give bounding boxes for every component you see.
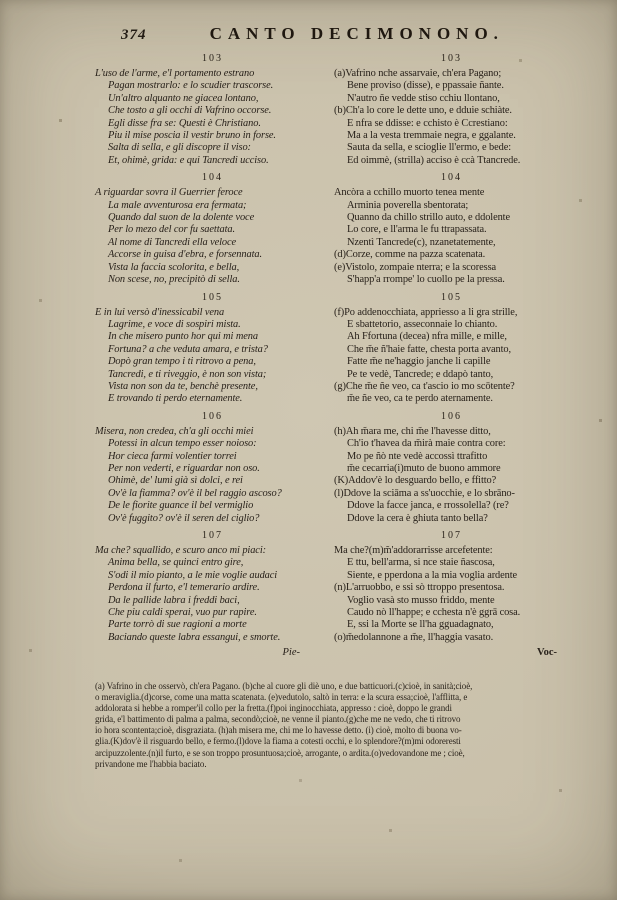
- verse-line: Che tosto a gli occhi di Vafrino occorse.: [108, 105, 272, 117]
- stanza-number: 105: [202, 291, 223, 303]
- verse-line: Parte torrò di sue ragioni a morte: [108, 619, 247, 631]
- verse-line: Anima bella, se quinci entro gire,: [108, 557, 244, 569]
- verse-line: Quando dal suon de la dolente voce: [108, 212, 255, 224]
- verse-line: Voglio vasà sto musso friddo, mente: [347, 594, 495, 606]
- verse-line: E trovando ti perdo eternamente.: [108, 393, 243, 405]
- verse-line: (h)Ah m̃ara me, chi m̃e l'havesse ditto,: [334, 425, 491, 437]
- verse-line: Hor cieca farmi volentier torrei: [108, 450, 237, 462]
- verse-line: Sauta da sella, e scioglie ll'ermo, e bede:: [347, 142, 512, 154]
- verse-line: L'uso de l'arme, e'l portamento estrano: [95, 68, 255, 79]
- footnote-line: io hora scontenta;cioè, disgraziata. (h)ah misera me, chi me lo havesse detto. (i) cioè, molto di buona vo-: [95, 725, 462, 736]
- neapolitan-column: [334, 48, 569, 659]
- verse-line: E ttu, bell'arma, si nce staie ñascosa,: [347, 557, 495, 569]
- stanza-number: 104: [202, 172, 223, 184]
- verse-line: Caudo nò ll'happe; e cchesta n'è ggrā cosa.: [347, 607, 521, 619]
- stanza: [334, 530, 569, 644]
- paper-specks: [0, 0, 1, 1]
- verse-line: Ddove la facce janca, e rrossolella? (re?: [347, 500, 509, 512]
- verse-line: A riguardar sovra il Guerrier feroce: [95, 187, 243, 199]
- verse-line: Fortuna? a che veduta amara, e trista?: [108, 343, 268, 355]
- verse-line: E sbattetorio, asseconnaie lo chianto.: [347, 318, 498, 330]
- verse-line: (e)Vistolo, zompaie nterra; e la scoressa: [334, 261, 497, 273]
- verse-line: Ohimè, de' lumi già sì dolci, e rei: [108, 475, 243, 487]
- verse-line: S'odi il mio pianto, a le mie voglie audaci: [108, 569, 278, 581]
- footnote-line: glia.(K)dov'è il risguardo bello, e fermo.(l)dove la fiama a cotesti occhi, e lo splendore?(m)mi odoreresti: [95, 736, 461, 747]
- verse-line: In che misero punto hor qui mi mena: [108, 331, 258, 343]
- footnote-line: (a) Vafrino in che osservò, ch'era Pagano. (b)che al cuore gli diè uno, e due batticuori.(c)cioè, in sanità;cioè,: [95, 681, 473, 691]
- verse-line: Un'altro alquanto ne giacea lontano,: [108, 92, 259, 104]
- catchword: Voc-: [536, 647, 557, 659]
- verse-line: Ma a la vesta tremmaie negra, e ggalante.: [347, 130, 516, 142]
- verse-line: E, ssi la Morte se ll'ha gguadagnato,: [347, 619, 494, 631]
- page-number: 374: [121, 27, 147, 43]
- verse-line: Egli disse fra se: Questi è Christiano.: [108, 117, 261, 129]
- footnote-line: arcipuzzolente.(n)il furto, e se son troppo prosuntuosa;cioè, arrogante, o ardita.(o)vedovandone me ; cioè,: [95, 747, 465, 758]
- verse-line: (g)Che m̃e ñe veo, ca t'ascio io mo scōtente?: [334, 380, 515, 392]
- stanza-number: 106: [202, 410, 223, 422]
- stanza: [95, 172, 330, 286]
- verse-line: Ov'è la fiamma? ov'è il bel raggio ascoso?: [108, 487, 282, 499]
- canto-title: CANTO DECIMONONO.: [209, 24, 504, 43]
- verse-line: E nfra se ddisse: e cchisto è Ccrestiano:: [347, 117, 508, 129]
- verse-line: Ma che? squallido, e scuro anco mi piaci:: [95, 545, 266, 556]
- stanza-number: 103: [202, 53, 223, 64]
- verse-line: Pe te vedè, Tancrede; e ddapò tanto,: [347, 368, 494, 380]
- verse-line: Quanno da chillo strillo auto, e ddolente: [347, 212, 510, 224]
- verse-line: Ed oimmè, (strilla) acciso è ccà Ttancrede.: [347, 154, 521, 166]
- stanza-number: 103: [441, 53, 462, 64]
- verse-line: Bene proviso (disse), e ppassaie ñante.: [347, 80, 504, 92]
- verse-line: m̃e ñe veo, ca te perdo aternamente.: [347, 393, 493, 405]
- verse-line: Non scese, no, precipitò di sella.: [108, 274, 240, 286]
- stanza: [95, 53, 330, 167]
- footnotes-block: [95, 681, 569, 770]
- verse-line: Nzentì Tancrede(c), nzanetatemente,: [347, 236, 496, 248]
- verse-line: Che piu caldi sperai, vuo pur rapire.: [108, 607, 257, 619]
- verse-line: Al nome di Tancredi ella veloce: [108, 236, 236, 248]
- verse-line: (b)Ch'a lo core le dette uno, e dduie schiàte.: [334, 105, 512, 117]
- verse-line: Lagrime, e voce di sospiri mista.: [108, 318, 241, 330]
- verse-line: Potessi in alcun tempo esser noioso:: [108, 438, 257, 450]
- verse-line: Vista non son da te, benchè presente,: [108, 380, 258, 392]
- verse-line: De le fiorite guance il bel vermiglio: [108, 500, 254, 512]
- stanza: [95, 411, 330, 525]
- verse-line: Arminia poverella sbentorata;: [347, 199, 469, 211]
- verse-line: Salta di sella, e gli discopre il viso:: [108, 142, 251, 154]
- stanza: [334, 292, 569, 406]
- verse-line: (K)Addov'è lo desguardo bello, e ffitto?: [334, 475, 497, 487]
- stanza-number: 106: [441, 410, 462, 422]
- verse-line: Pagan mostrarlo: e lo scudier trascorse.: [108, 80, 274, 92]
- verse-line: E in lui versò d'inessicabil vena: [95, 306, 225, 318]
- verse-line: Lo core, e ll'arma le fu ttrapassata.: [347, 224, 487, 236]
- verse-line: N'autro ñe vedde stiso cchiu llontano,: [347, 92, 500, 104]
- verse-line: Ma che?(m)m̃'addorarrisse arcefetente:: [334, 545, 493, 556]
- stanza: [334, 172, 569, 286]
- stanza: [334, 53, 569, 167]
- verse-line: Accorse in guisa d'ebra, e forsennata.: [108, 249, 262, 261]
- verse-line: m̃e cecarria(i)muto de buono ammore: [347, 462, 501, 474]
- verse-line: (d)Corze, comme na pazza scatenata.: [334, 249, 486, 261]
- verse-line: Vista la faccia scolorita, e bella,: [108, 261, 240, 273]
- stanza: [95, 530, 330, 644]
- verse-line: Per non vederti, e riguardar non oso.: [108, 462, 260, 474]
- verse-line: Da le pallide labra i freddi baci,: [108, 594, 240, 606]
- verse-line: (o)m̃edolannone a m̃e, ll'haggia vasato.: [334, 631, 494, 643]
- verse-columns: [95, 48, 569, 659]
- verse-line: Perdona il furto, e'l temerario ardire.: [108, 582, 260, 594]
- stanza-number: 105: [441, 291, 462, 303]
- verse-line: La male avventurosa era fermata;: [108, 199, 247, 211]
- stanza: [95, 292, 330, 406]
- stanza: [334, 411, 569, 525]
- verse-line: Misera, non credea, ch'a gli occhi miei: [95, 425, 254, 437]
- page-header: [95, 24, 567, 46]
- italian-column: [95, 48, 330, 659]
- verse-line: Mo pe ñò nte vedè accossì ttrafitto: [347, 450, 488, 462]
- stanza-number: 107: [202, 530, 223, 541]
- verse-line: S'happ'a rrompe' lo cuollo pe la pressa.: [347, 274, 505, 286]
- verse-line: (l)Ddove la sciāma a ss'uocchie, e lo sbrāno-: [334, 487, 515, 499]
- verse-line: Che m̃e ñ'haie fatte, chesta porta avanto,: [347, 343, 511, 355]
- verse-line: Baciando queste labra essangui, e smorte.: [108, 631, 281, 643]
- verse-line: Siente, e pperdona a la mia voglia ardente: [347, 569, 518, 581]
- stanza-number: 107: [441, 530, 462, 541]
- footnote-line: grida, e'l battimento di palma a palma, secondò;cioè, ne venne il pianto.(g)che me ne vedo, che ti ritrovo: [95, 714, 461, 725]
- verse-line: Per lo mezo del cor fu saettata.: [108, 224, 235, 236]
- verse-line: Dopò gran tempo i ti ritrovo a pena,: [108, 356, 256, 368]
- verse-line: Fatte m̃e ne'haggio janche li capille: [347, 356, 491, 368]
- verse-line: Ch'io t'havea da m̃irà maie contra core:: [347, 438, 506, 450]
- verse-line: Tancredi, e ti riveggio, è non son vista;: [108, 368, 267, 380]
- verse-line: Ancòra a cchillo muorto tenea mente: [334, 187, 485, 199]
- verse-line: Ov'è fuggito? ov'è il seren del ciglio?: [108, 512, 260, 524]
- verse-line: (n)L'arruobbo, e ssi sò ttroppo presentosa.: [334, 582, 505, 594]
- verse-line: Ddove la cera è ghiuta tanto bella?: [347, 512, 488, 524]
- footnote-line: addolorata si hebbe a romper'il collo per la fretta.(f)poi inginocchiata, appresso : cioè, doppo le grandi: [95, 703, 452, 714]
- verse-line: (f)Po addenocchiata, appriesso a li gra strille,: [334, 306, 518, 318]
- verse-line: Et, ohimè, grida: e qui Tancredi ucciso.: [108, 154, 269, 166]
- catchword: Pie-: [282, 647, 300, 659]
- verse-line: Piu il mise poscia il vestir bruno in forse.: [108, 130, 276, 142]
- footnote-line: o meraviglia.(d)corse, come una matta scatenata. (e)vedutolo, saltò in terra: e la scura essa;cioè, l'afflitta, e: [95, 692, 468, 703]
- verse-line: Ah Ffortuna (decea) nfra mille, e mille,: [347, 331, 507, 343]
- stanza-number: 104: [441, 172, 462, 184]
- footnote-line: privandone me l'habbia baciato.: [95, 758, 207, 769]
- verse-line: (a)Vafrino nche assarvaie, ch'era Pagano;: [334, 68, 502, 79]
